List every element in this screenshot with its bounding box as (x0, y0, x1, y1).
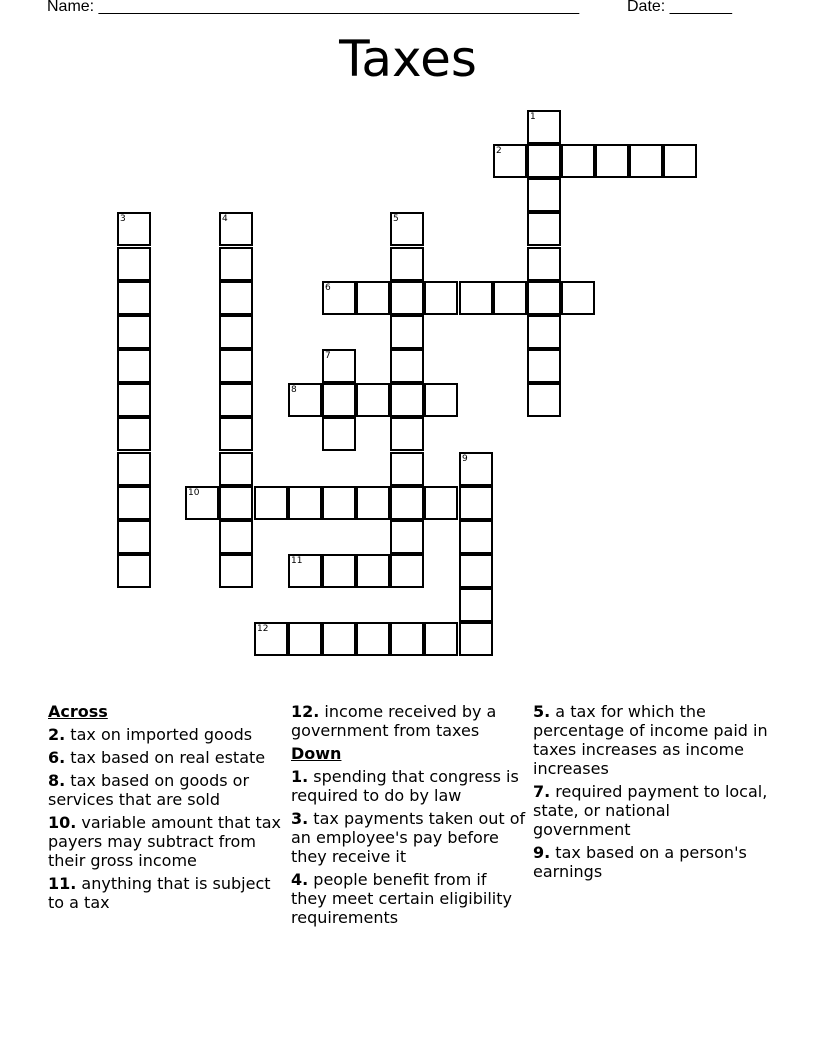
date-field[interactable]: Date: _______ (627, 0, 732, 15)
crossword-cell[interactable] (219, 383, 253, 417)
clue-column-1 (48, 702, 284, 912)
clue-number-label: 6 (325, 283, 331, 293)
crossword-cell[interactable] (527, 178, 561, 212)
crossword-cell[interactable] (322, 383, 356, 417)
crossword-cell[interactable] (424, 383, 458, 417)
crossword-cell[interactable] (663, 144, 697, 178)
crossword-cell[interactable] (390, 212, 424, 246)
crossword-cell[interactable] (288, 383, 322, 417)
crossword-cell[interactable] (527, 383, 561, 417)
crossword-cell[interactable] (219, 486, 253, 520)
clue-number-label: 12 (257, 624, 269, 634)
clue-number-label: 10 (188, 488, 200, 498)
across-clue-6: 6. tax based on real estate (48, 748, 266, 767)
page-title: Taxes (339, 30, 477, 88)
crossword-cell[interactable] (254, 622, 288, 656)
clue-number-label: 4 (222, 214, 228, 224)
clue-number-label: 3 (120, 214, 126, 224)
crossword-cell[interactable] (117, 315, 151, 349)
crossword-cell[interactable] (459, 520, 493, 554)
across-clue-10: 10. variable amount that tax payers may subtract from their gross income (48, 813, 282, 870)
crossword-cell[interactable] (390, 315, 424, 349)
crossword-cell[interactable] (390, 486, 424, 520)
crossword-cell[interactable] (356, 486, 390, 520)
crossword-cell[interactable] (117, 247, 151, 281)
crossword-cell[interactable] (219, 520, 253, 554)
crossword-cell[interactable] (390, 383, 424, 417)
crossword-cell[interactable] (219, 212, 253, 246)
crossword-cell[interactable] (322, 281, 356, 315)
crossword-cell[interactable] (459, 486, 493, 520)
crossword-cell[interactable] (527, 281, 561, 315)
down-clue-7: 7. required payment to local, state, or national government (533, 782, 768, 839)
clue-column-2 (291, 702, 527, 927)
crossword-cell[interactable] (527, 212, 561, 246)
across-clue-12: 12. income received by a government from taxes (291, 702, 497, 740)
down-heading: Down (291, 744, 342, 763)
crossword-cell[interactable] (390, 417, 424, 451)
crossword-cell[interactable] (322, 622, 356, 656)
crossword-cell[interactable] (527, 315, 561, 349)
crossword-cell[interactable] (117, 281, 151, 315)
clue-number-label: 7 (325, 351, 331, 361)
crossword-cell[interactable] (219, 417, 253, 451)
crossword-cell[interactable] (493, 281, 527, 315)
crossword-cell[interactable] (117, 520, 151, 554)
crossword-cell[interactable] (322, 486, 356, 520)
down-clue-5: 5. a tax for which the percentage of income paid in taxes increases as income increases (533, 702, 768, 778)
crossword-cell[interactable] (527, 349, 561, 383)
crossword-cell[interactable] (459, 452, 493, 486)
crossword-cell[interactable] (459, 281, 493, 315)
crossword-cell[interactable] (629, 144, 663, 178)
across-heading: Across (48, 702, 108, 721)
crossword-cell[interactable] (219, 315, 253, 349)
crossword-cell[interactable] (185, 486, 219, 520)
crossword-cell[interactable] (561, 281, 595, 315)
crossword-cell[interactable] (459, 622, 493, 656)
crossword-cell[interactable] (288, 554, 322, 588)
crossword-cell[interactable] (219, 247, 253, 281)
crossword-cell[interactable] (424, 281, 458, 315)
clue-number-label: 1 (530, 112, 536, 122)
crossword-cell[interactable] (527, 110, 561, 144)
down-clue-9: 9. tax based on a person's earnings (533, 843, 747, 881)
crossword-cell[interactable] (390, 554, 424, 588)
down-clue-1: 1. spending that congress is required to do by law (291, 767, 519, 805)
crossword-cell[interactable] (390, 452, 424, 486)
crossword-cell[interactable] (322, 349, 356, 383)
crossword-cell[interactable] (117, 417, 151, 451)
crossword-cell[interactable] (356, 554, 390, 588)
crossword-cell[interactable] (117, 383, 151, 417)
crossword-cell[interactable] (356, 383, 390, 417)
crossword-cell[interactable] (390, 281, 424, 315)
crossword-cell[interactable] (322, 417, 356, 451)
crossword-cell[interactable] (117, 554, 151, 588)
name-field[interactable]: Name: ______________________________________________________ (47, 0, 580, 15)
crossword-cell[interactable] (117, 486, 151, 520)
clue-number-label: 5 (393, 214, 399, 224)
crossword-cell[interactable] (459, 588, 493, 622)
crossword-cell[interactable] (356, 281, 390, 315)
crossword-cell[interactable] (288, 622, 322, 656)
crossword-cell[interactable] (288, 486, 322, 520)
across-clue-11: 11. anything that is subject to a tax (48, 874, 271, 912)
clue-number-label: 11 (291, 556, 303, 566)
across-clue-8: 8. tax based on goods or services that are sold (48, 771, 250, 809)
clue-column-3 (533, 702, 769, 881)
crossword-cell[interactable] (424, 486, 458, 520)
crossword-cell[interactable] (219, 452, 253, 486)
crossword-cell[interactable] (117, 212, 151, 246)
down-clue-3: 3. tax payments taken out of an employee's pay before they receive it (291, 809, 526, 866)
crossword-cell[interactable] (322, 554, 356, 588)
crossword-cell[interactable] (561, 144, 595, 178)
crossword-cell[interactable] (390, 622, 424, 656)
crossword-cell[interactable] (219, 349, 253, 383)
crossword-cell[interactable] (254, 486, 288, 520)
crossword-cell[interactable] (527, 247, 561, 281)
clue-number-label: 8 (291, 385, 297, 395)
crossword-cell[interactable] (219, 554, 253, 588)
crossword-cell[interactable] (390, 349, 424, 383)
crossword-cell[interactable] (390, 247, 424, 281)
crossword-cell[interactable] (117, 349, 151, 383)
crossword-cell[interactable] (390, 520, 424, 554)
down-clue-4: 4. people benefit from if they meet certain eligibility requirements (291, 870, 512, 927)
crossword-cell[interactable] (356, 622, 390, 656)
crossword-cell[interactable] (595, 144, 629, 178)
clue-number-label: 9 (462, 454, 468, 464)
crossword-cell[interactable] (424, 622, 458, 656)
crossword-cell[interactable] (219, 281, 253, 315)
crossword-cell[interactable] (493, 144, 527, 178)
crossword-cell[interactable] (117, 452, 151, 486)
across-clue-2: 2. tax on imported goods (48, 725, 253, 744)
clue-number-label: 2 (496, 146, 502, 156)
crossword-cell[interactable] (459, 554, 493, 588)
crossword-cell[interactable] (527, 144, 561, 178)
